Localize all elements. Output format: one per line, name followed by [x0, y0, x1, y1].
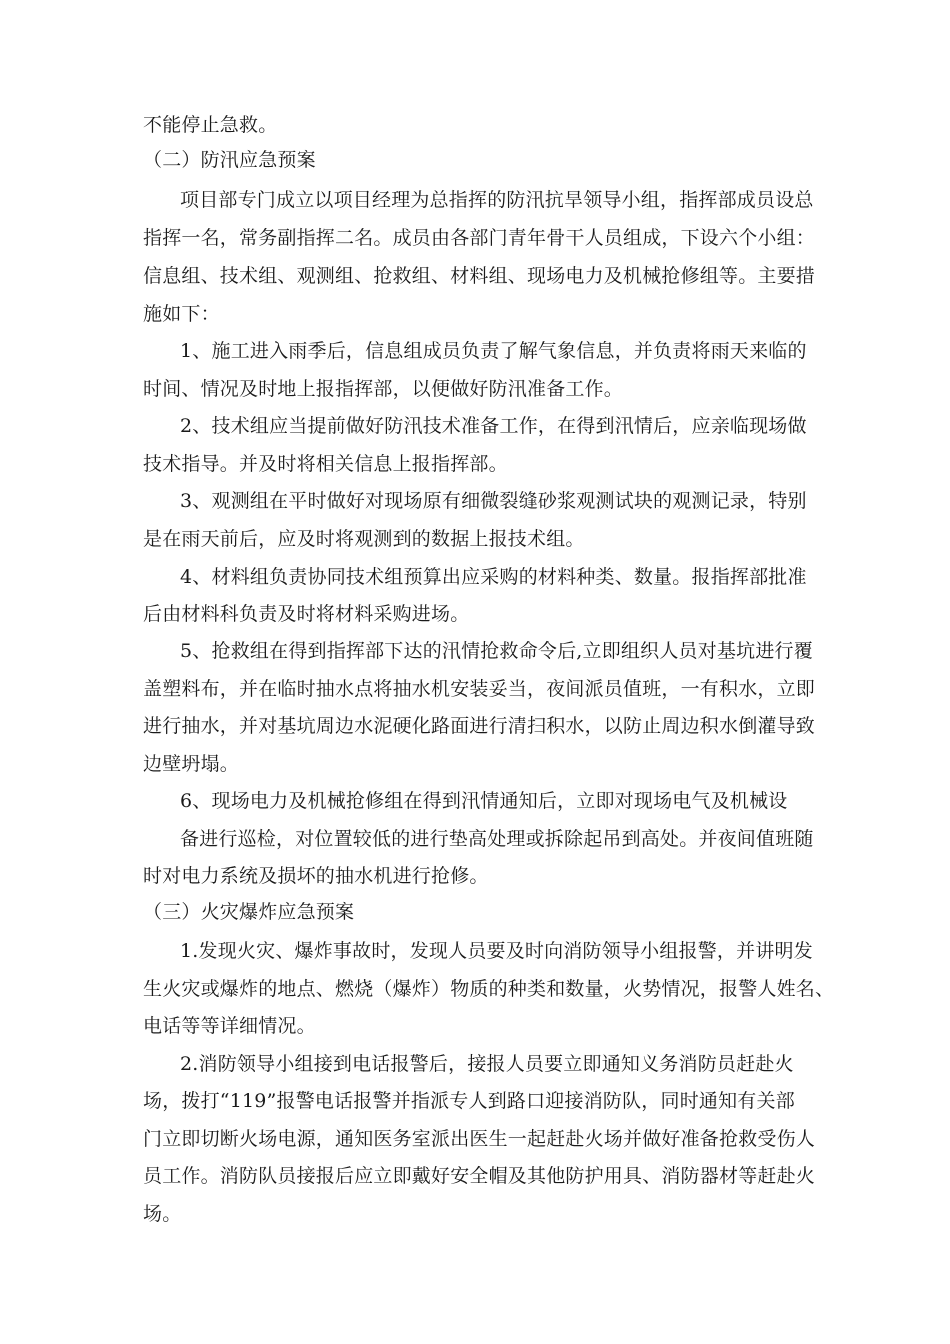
text-line: 边壁坍塌。 — [143, 753, 240, 775]
text-line: 是在雨天前后，应及时将观测到的数据上报技术组。 — [143, 528, 585, 550]
text-line: 3、观测组在平时做好对现场原有细微裂缝砂浆观测试块的观测记录，特别 — [180, 490, 807, 512]
text-line: 员工作。消防队员接报后应立即戴好安全帽及其他防护用具、消防器材等赶赴火 — [143, 1165, 816, 1187]
text-line: 技术指导。并及时将相关信息上报指挥部。 — [143, 453, 508, 475]
text-line: 4、材料组负责协同技术组预算出应采购的材料种类、数量。报指挥部批准 — [180, 566, 807, 588]
text-line: 备进行巡检，对位置较低的进行垫高处理或拆除起吊到高处。并夜间值班随 — [180, 828, 814, 850]
text-line: 信息组、技术组、观测组、抢救组、材料组、现场电力及机械抢修组等。主要措 — [143, 265, 816, 287]
text-line: 门立即切断火场电源，通知医务室派出医生一起赶赴火场并做好准备抢救受伤人 — [143, 1128, 816, 1150]
text-line: 场，拨打“119”报警电话报警并指派专人到路口迎接消防队，同时通知有关部 — [143, 1090, 795, 1112]
text-line: 5、抢救组在得到指挥部下达的汛情抢救命令后,立即组织人员对基坑进行覆 — [180, 640, 813, 662]
text-line: 6、现场电力及机械抢修组在得到汛情通知后，立即对现场电气及机械设 — [180, 790, 788, 812]
text-line: 生火灾或爆炸的地点、燃烧（爆炸）物质的种类和数量，火势情况，报警人姓名、 — [143, 978, 835, 1000]
text-line: 2.消防领导小组接到电话报警后，接报人员要立即通知义务消防员赶赴火 — [180, 1053, 794, 1075]
text-line: 盖塑料布，并在临时抽水点将抽水机安装妥当，夜间派员值班，一有积水，立即 — [143, 678, 816, 700]
section-heading: （二）防汛应急预案 — [143, 149, 316, 171]
text-line: 1.发现火灾、爆炸事故时，发现人员要及时向消防领导小组报警，并讲明发 — [180, 940, 813, 962]
text-line: 电话等等详细情况。 — [143, 1015, 316, 1037]
text-line: 进行抽水，并对基坑周边水泥硬化路面进行清扫积水，以防止周边积水倒灌导致 — [143, 715, 816, 737]
text-line: 场。 — [143, 1203, 182, 1225]
text-line: 施如下： — [143, 303, 220, 325]
text-line: 2、技术组应当提前做好防汛技术准备工作，在得到汛情后，应亲临现场做 — [180, 415, 807, 437]
section-heading: （三）火灾爆炸应急预案 — [143, 901, 355, 923]
text-line: 1、施工进入雨季后，信息组成员负责了解气象信息，并负责将雨天来临的 — [180, 340, 807, 362]
text-line: 时对电力系统及损坏的抽水机进行抢修。 — [143, 865, 489, 887]
text-line: 指挥一名，常务副指挥二名。成员由各部门青年骨干人员组成，下设六个小组： — [143, 227, 816, 249]
text-line: 不能停止急救。 — [143, 114, 278, 136]
text-line: 后由材料科负责及时将材料采购进场。 — [143, 603, 470, 625]
text-line: 项目部专门成立以项目经理为总指挥的防汛抗旱领导小组，指挥部成员设总 — [180, 189, 814, 211]
text-line: 时间、情况及时地上报指挥部，以便做好防汛准备工作。 — [143, 378, 624, 400]
